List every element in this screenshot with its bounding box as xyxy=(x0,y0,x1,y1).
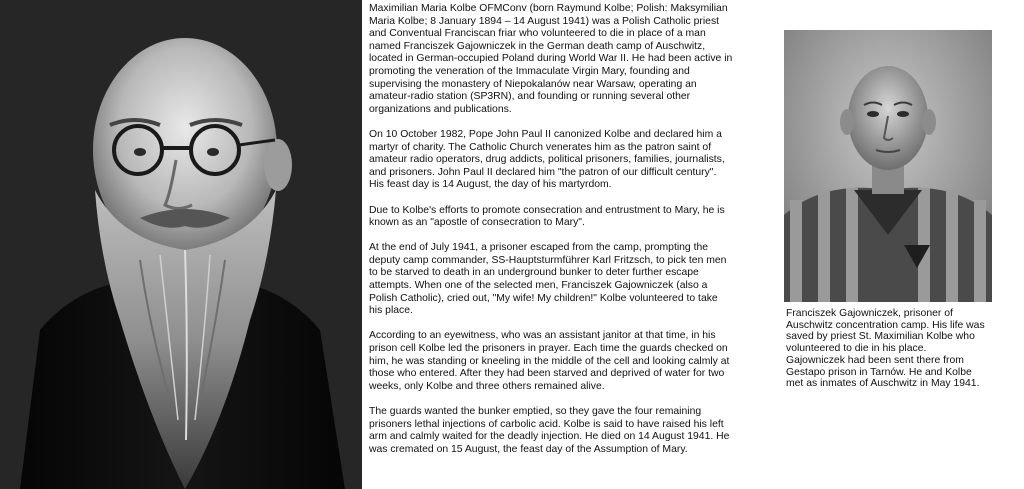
paragraph-apostle: Due to Kolbe's efforts to promote consecration and entrustment to Mary, he is known as an "apostle of consecration to Mary". xyxy=(369,204,725,229)
kolbe-portrait-illustration xyxy=(0,0,362,489)
paragraph-biography: Maximilian Maria Kolbe OFMConv (born Raymund Kolbe; Polish: Maksymilian Maria Kolbe; 8 January 1894 – 14 August 1941) was a Polish Catholic priest and Conventual Franciscan friar who volunteered to die in place of a man named Franciszek Gajowniczek in the German death camp of Auschwitz, located in German-occupied Poland during World War II. He had been active in promoting the veneration of the Immaculate Virgin Mary, founding and supervising the monastery of Niepokalanów near Warsaw, operating an amateur-radio station (SP3RN), and founding or running several other organizations and publications. xyxy=(369,3,733,115)
kolbe-portrait-photo xyxy=(0,0,362,489)
photo-caption: Franciszek Gajowniczek, prisoner of Auschwitz concentration camp. His life was saved by priest St. Maximilian Kolbe who volunteered to die in his place. Gajowniczek had been sent there from Gestapo prison in Tarnów. He and Kolbe met as inmates of Auschwitz in May 1941. xyxy=(786,308,985,390)
gajowniczek-prisoner-photo xyxy=(784,30,992,302)
paragraph-escape: At the end of July 1941, a prisoner escaped from the camp, prompting the deputy camp commander, SS-Hauptsturmführer Karl Fritzsch, to pick ten men to be starved to death in an underground bunker to deter further escape attempts. When one of the selected men, Franciszek Gajowniczek (also a Polish Catholic), cried out, "My wife! My children!" Kolbe volunteered to take his place. xyxy=(369,242,727,317)
gajowniczek-portrait-illustration xyxy=(784,30,992,302)
paragraph-canonization: On 10 October 1982, Pope John Paul II canonized Kolbe and declared him a martyr of charity. The Catholic Church venerates him as the patron saint of amateur radio operators, drug addicts, political prisoners, families, journalists, and prisoners. John Paul II declared him "the patron of our difficult century". His feast day is 14 August, the day of his martyrdom. xyxy=(369,128,725,191)
paragraph-death: The guards wanted the bunker emptied, so they gave the four remaining prisoners lethal injections of carbolic acid. Kolbe is said to have raised his left arm and calmly waited for the deadly injection. He died on 14 August 1941. He was cremated on 15 August, the feast day of the Assumption of Mary. xyxy=(369,406,730,455)
article-text xyxy=(369,3,733,469)
paragraph-eyewitness: According to an eyewitness, who was an assistant janitor at that time, in his prison cell Kolbe led the prisoners in prayer. Each time the guards checked on him, he was standing or kneeling in the middle of the cell and looking calmly at those who entered. After they had been starved and deprived of water for two weeks, only Kolbe and three others remained alive. xyxy=(369,330,730,392)
